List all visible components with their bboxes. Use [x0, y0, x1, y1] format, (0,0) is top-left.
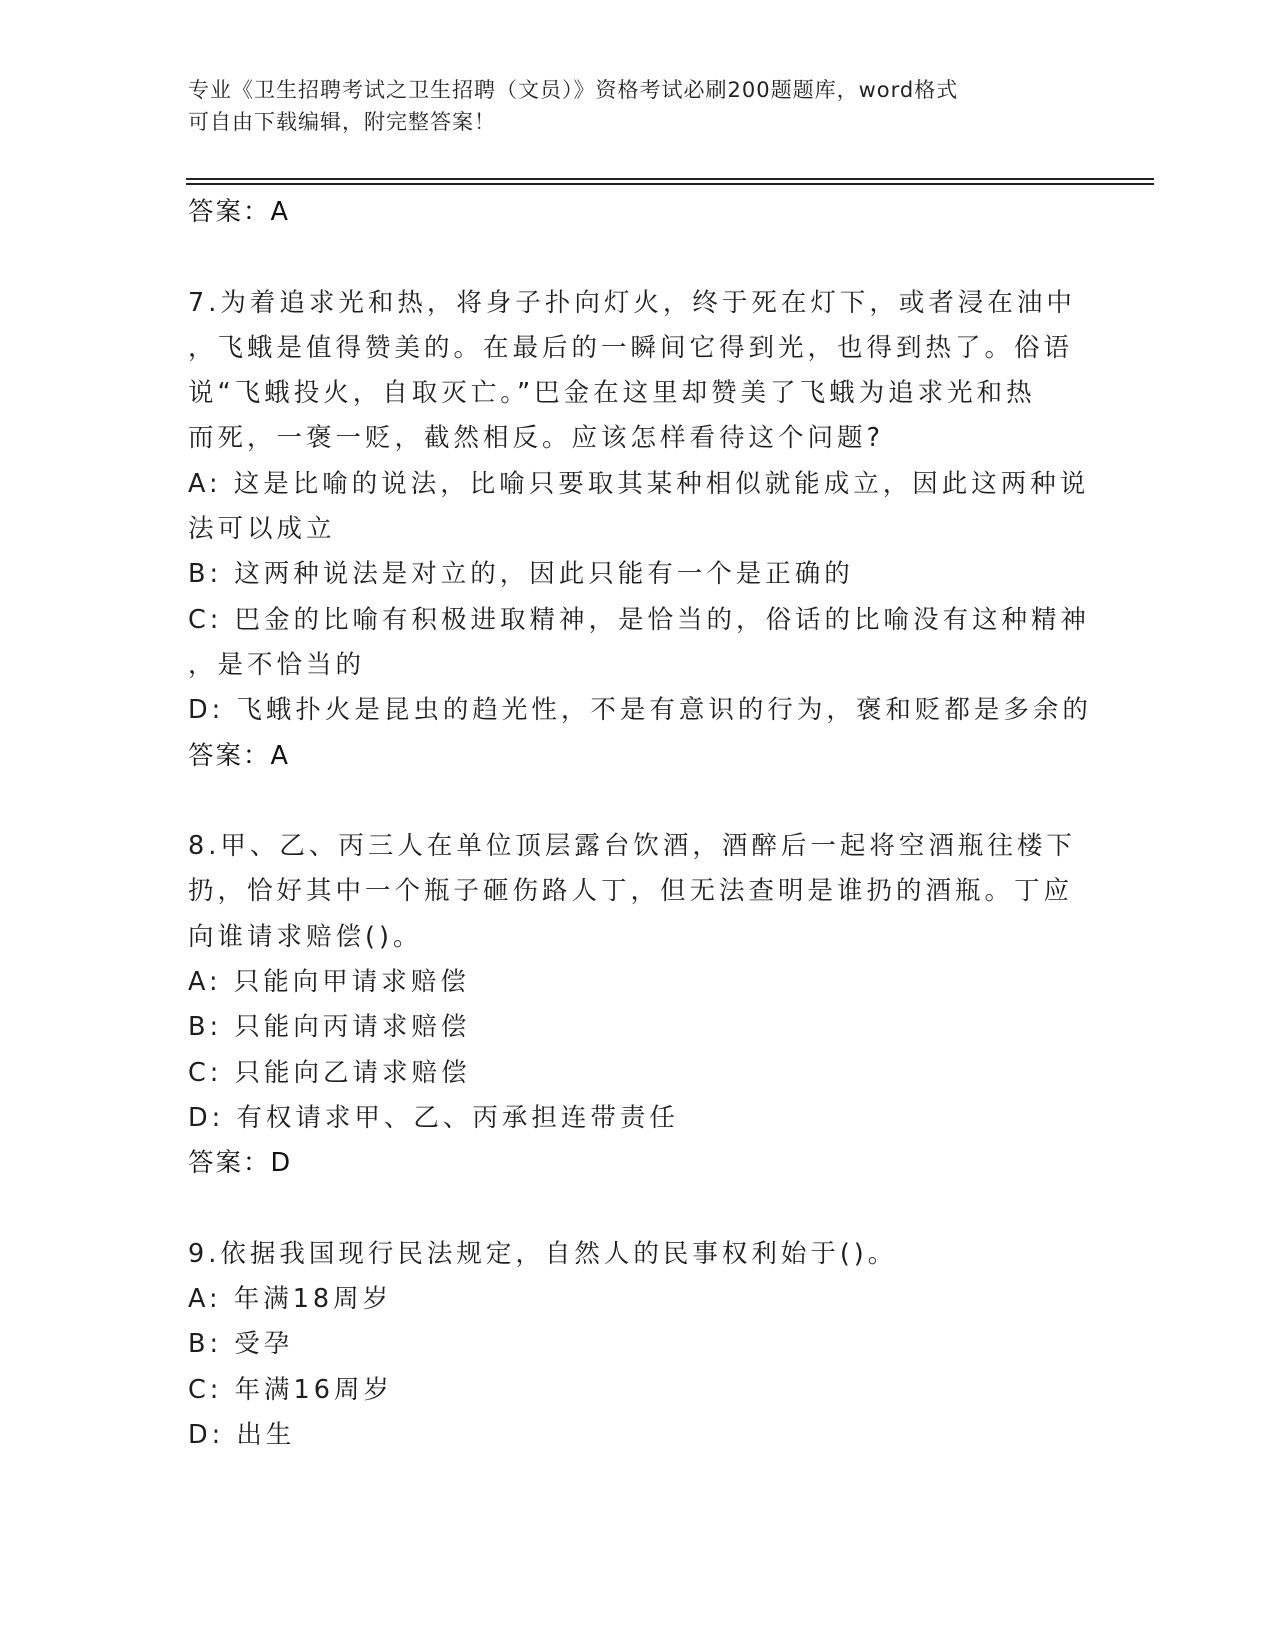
- option-b: B: 受孕: [188, 1329, 294, 1360]
- option-d: D: 出生: [188, 1420, 296, 1451]
- option-a: A: 年满18周岁: [188, 1284, 393, 1315]
- header-line-1: 专业《卫生招聘考试之卫生招聘（文员）》资格考试必刷200题题库，word格式: [188, 78, 959, 102]
- question-text-line: ，飞蛾是值得赞美的。在最后的一瞬间它得到光，也得到热了。俗语: [188, 332, 1074, 363]
- question-text-line: 扔，恰好其中一个瓶子砸伤路人丁，但无法查明是谁扔的酒瓶。丁应: [188, 876, 1074, 907]
- option-a: A: 只能向甲请求赔偿: [188, 967, 470, 998]
- option-c: C: 只能向乙请求赔偿: [188, 1057, 471, 1088]
- option-b: B: 这两种说法是对立的，因此只能有一个是正确的: [188, 559, 854, 590]
- header-line-2: 可自由下载编辑，附完整答案！: [188, 110, 496, 134]
- question-text-line: 9.依据我国现行民法规定，自然人的民事权利始于()。: [188, 1238, 898, 1269]
- option-c-continued: ，是不恰当的: [188, 649, 366, 680]
- spacer: [188, 1187, 1088, 1232]
- option-d: D: 有权请求甲、乙、丙承担连带责任: [188, 1102, 679, 1133]
- spacer: [188, 235, 1088, 280]
- option-c: C: 年满16周岁: [188, 1374, 393, 1405]
- question-text-line: 而死，一褒一贬，截然相反。应该怎样看待这个问题?: [188, 423, 885, 454]
- question-8: [188, 824, 1088, 1186]
- option-a-continued: 法可以成立: [188, 514, 336, 545]
- answer-q8: 答案：D: [188, 1148, 293, 1179]
- header-rule-bottom: [186, 183, 1154, 185]
- answer-q7: 答案：A: [188, 740, 290, 771]
- answer-q6: 答案：A: [188, 197, 290, 227]
- question-9: [188, 1232, 1088, 1458]
- question-text-line: 说“飞蛾投火，自取灭亡。”巴金在这里却赞美了飞蛾为追求光和热: [188, 378, 1036, 409]
- document-body: [188, 190, 1092, 1458]
- question-text-line: 8.甲、乙、丙三人在单位顶层露台饮酒，酒醉后一起将空酒瓶往楼下: [188, 831, 1076, 862]
- header-rule-top: [186, 178, 1154, 180]
- page-header: [188, 74, 1068, 138]
- question-text-line: 7.为着追求光和热，将身子扑向灯火，终于死在灯下，或者浸在油中: [188, 287, 1076, 318]
- option-b: B: 只能向丙请求赔偿: [188, 1012, 471, 1043]
- spacer: [188, 779, 1088, 824]
- option-d: D: 飞蛾扑火是昆虫的趋光性，不是有意识的行为，褒和贬都是多余的: [188, 695, 1092, 726]
- question-7: [188, 281, 1092, 779]
- question-text-line: 向谁请求赔偿()。: [188, 921, 423, 952]
- option-c: C: 巴金的比喻有积极进取精神，是恰当的，俗话的比喻没有这种精神: [188, 604, 1091, 635]
- option-a: A: 这是比喻的说法，比喻只要取其某种相似就能成立，因此这两种说: [188, 468, 1090, 499]
